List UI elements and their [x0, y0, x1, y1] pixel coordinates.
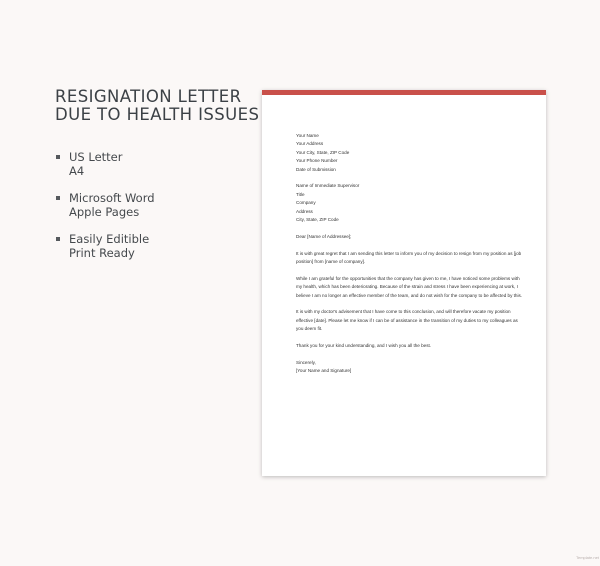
- closing: Sincerely,: [296, 359, 316, 365]
- recipient-block: [296, 182, 526, 224]
- signature: [Your Name and Signature]: [296, 368, 352, 374]
- bullet-icon: [56, 155, 60, 159]
- sender-line: Your City, State, ZIP Code: [296, 149, 350, 155]
- feature-item: [55, 232, 155, 260]
- recipient-line: Company: [296, 200, 316, 206]
- sender-block: [296, 132, 526, 174]
- recipient-line: Name of Immediate Supervisor: [296, 183, 360, 189]
- feature-item: [55, 191, 155, 219]
- bullet-icon: [56, 237, 60, 241]
- letter-paragraph: It is with great regret that I am sending this letter to inform you of my decision to resign from my position as [job position] from [name of company].: [296, 250, 522, 265]
- sender-line: Date of Submission: [296, 166, 336, 172]
- letter-body: [296, 132, 526, 376]
- title-line: DUE TO HEALTH ISSUES: [55, 105, 260, 124]
- letter-paragraph: Thank you for your kind understanding, and I wish you all the best.: [296, 343, 432, 349]
- feature-item: [55, 150, 155, 178]
- letter-paragraph: While I am grateful for the opportunities that the company has given to me, I have noticed some problems with my health, which has been deteriorating. Because of the strain and stress I have been experiencing at work, I believe I am no longer an effective member of the team, and do not wish for the company to be affected by this.: [296, 275, 523, 298]
- recipient-line: Title: [296, 191, 305, 197]
- salutation: Dear [Name of Addressee];: [296, 233, 352, 239]
- feature-text: Microsoft Word: [69, 191, 155, 205]
- title-line: RESIGNATION LETTER: [55, 87, 242, 106]
- sender-line: Your Phone Number: [296, 158, 338, 164]
- letter-preview: [262, 90, 546, 476]
- recipient-line: City, State, ZIP Code: [296, 217, 339, 223]
- sender-line: Your Name: [296, 133, 319, 138]
- accent-bar: [262, 90, 546, 95]
- feature-text: Print Ready: [69, 246, 135, 260]
- page-title: [55, 88, 259, 124]
- feature-text: Apple Pages: [69, 205, 140, 219]
- bullet-icon: [56, 196, 60, 200]
- sender-line: Your Address: [296, 141, 324, 147]
- feature-text: A4: [69, 164, 85, 178]
- watermark: Template.net: [576, 555, 599, 560]
- feature-text: US Letter: [69, 150, 123, 164]
- recipient-line: Address: [296, 208, 313, 214]
- feature-text: Easily Editible: [69, 232, 150, 246]
- letter-paragraph: It is with my doctor's advisement that I have come to this conclusion, and will therefore vacate my position effective [date]. Please let me know if I can be of assistance in the transition of my duties to my colleagues as you deem fit.: [296, 309, 518, 332]
- feature-list: [55, 150, 155, 273]
